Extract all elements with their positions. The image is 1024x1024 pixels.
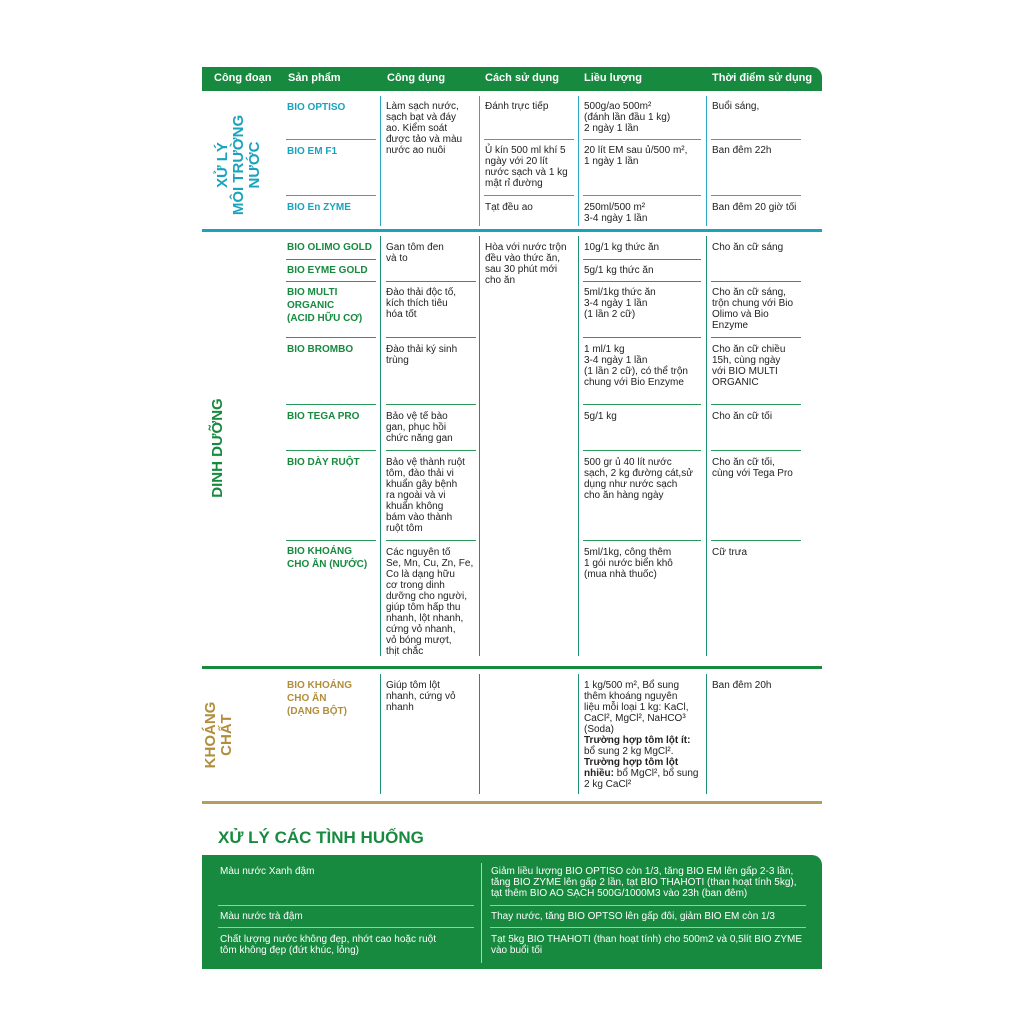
column-line: [380, 236, 381, 656]
use-bio-multi-organic: Đào thải độc tố, kích thích tiêu hóa tốt: [386, 287, 457, 320]
dose-bio-tega-pro: 5g/1 kg: [584, 411, 617, 422]
product-bio-tega-pro: BIO TEGA PRO: [287, 411, 360, 422]
row-line: [711, 281, 801, 282]
row-line: [583, 195, 701, 196]
dose-bio-olimo-gold: 10g/1 kg thức ăn: [584, 242, 660, 253]
row-line: [286, 337, 376, 338]
column-line: [479, 96, 480, 226]
column-line: [578, 674, 579, 794]
time-bio-en-zyme: Ban đêm 20 giờ tối: [712, 202, 797, 213]
row-line: [583, 281, 701, 282]
row-line: [484, 195, 574, 196]
product-bio-em-f1: BIO EM F1: [287, 146, 338, 157]
product-bio-olimo-gold: BIO OLIMO GOLD: [287, 242, 372, 253]
problem-xanh-dam: Màu nước Xanh đậm: [220, 866, 315, 877]
time-bio-multi-organic: Cho ăn cữ sáng, trộn chung với Bio Olimo và Bio Enzyme: [712, 287, 794, 331]
problem-tra-dam: Màu nước trà đậm: [220, 911, 303, 922]
method-bio-em-f1: Ủ kín 500 ml khí 5 ngày với 20 lít nước sạch và 1 kg mật rỉ đường: [485, 145, 568, 189]
dose-bio-brombo: 1 ml/1 kg 3-4 ngày 1 lần (1 lần 2 cữ), có thể trộn chung với Bio Enzyme: [584, 344, 688, 388]
row-line: [711, 337, 801, 338]
time-bio-khoang-nuoc: Cữ trưa: [712, 547, 748, 558]
dose-bio-multi-organic: 5ml/1kg thức ăn 3-4 ngày 1 lần (1 lần 2 cữ): [584, 287, 656, 320]
section-divider-green: [202, 666, 822, 669]
product-bio-en-zyme: BIO En ZYME: [287, 202, 351, 213]
section-divider-teal: [202, 229, 822, 232]
use-bio-day-ruot: Bảo vệ thành ruột tôm, đào thải vi khuẩn gây bệnh ra ngoài và vi khuẩn không bám vào thành ruột tôm: [386, 457, 465, 534]
problem-chat-luong: Chất lượng nước không đẹp, nhớt cao hoặc ruột tôm không đẹp (đứt khúc, lỏng): [220, 934, 436, 956]
column-line: [479, 674, 480, 794]
time-bio-day-ruot: Cho ăn cữ tối, cùng với Tega Pro: [712, 457, 793, 479]
use-bio-brombo: Đào thải ký sinh trùng: [386, 344, 458, 366]
dose-bio-optiso: 500g/ao 500m² (đánh lần đầu 1 kg) 2 ngày 1 lần: [584, 101, 671, 134]
table-header: [202, 67, 822, 91]
dose-bio-khoang-nuoc: 5ml/1kg, công thêm 1 gói nước biển khô (mua nhà thuốc): [584, 547, 673, 580]
solution-xanh-dam: Giảm liều lượng BIO OPTISO còn 1/3, tăng BIO EM lên gấp 2-3 lần, tăng BIO ZYME lên gấp 2 lần, tạt BIO THAHOTI (than hoạt tính 5kg), tạt thêm BIO AO SẠCH 500G/1000M3 vào 23h (ban đêm): [491, 866, 797, 899]
row-line: [583, 404, 701, 405]
column-line: [481, 863, 482, 963]
header-cach-su-dung: Cách sử dụng: [485, 72, 559, 84]
row-line: [286, 450, 376, 451]
header-san-pham: Sản phẩm: [288, 72, 341, 84]
use-bio-olimo-gold: Gan tôm đen và to: [386, 242, 444, 264]
row-line: [583, 337, 701, 338]
row-line: [218, 905, 474, 906]
row-line: [386, 337, 476, 338]
row-line: [286, 540, 376, 541]
row-line: [386, 540, 476, 541]
dose-bio-en-zyme: 250ml/500 m² 3-4 ngày 1 lần: [584, 202, 648, 224]
time-bio-brombo: Cho ăn cữ chiều 15h, cùng ngày với BIO MULTI ORGANIC: [712, 344, 786, 388]
product-bio-optiso: BIO OPTISO: [287, 102, 346, 113]
row-line: [711, 139, 801, 140]
row-line: [484, 139, 574, 140]
section-label-dinh-duong: DINH DƯỠNG: [209, 398, 226, 498]
product-bio-khoang-bot: BIO KHOÁNG CHO ĂN (DẠNG BỘT): [287, 680, 352, 717]
section-divider-gold: [202, 801, 822, 804]
header-cong-doan: Công đoạn: [214, 72, 272, 84]
solution-tra-dam: Thay nước, tăng BIO OPTSO lên gấp đôi, giảm BIO EM còn 1/3: [491, 911, 775, 922]
row-line: [583, 540, 701, 541]
row-line: [583, 259, 701, 260]
column-line: [578, 96, 579, 226]
product-bio-multi-organic: BIO MULTI ORGANIC (ACID HỮU CƠ): [287, 287, 363, 324]
situations-title: XỬ LÝ CÁC TÌNH HUỐNG: [218, 828, 424, 847]
section-label-moi-truong: XỬ LÝ MÔI TRƯỜNG NƯỚC: [214, 114, 263, 216]
column-line: [706, 674, 707, 794]
dose-bio-khoang-bot: 1 kg/500 m², Bổ sung thêm khoáng nguyên liệu mỗi loại 1 kg: KaCl, CaCl², MgCl², NaHCO³ (Soda) Trường hợp tôm lột ít: bổ sung 2 kg MgCl². Trường hợp tôm lột nhiều: bổ MgCl², bổ sung 2 kg CaCl²: [584, 680, 699, 790]
row-line: [583, 139, 701, 140]
time-bio-khoang-bot: Ban đêm 20h: [712, 680, 772, 691]
row-line: [218, 927, 474, 928]
product-bio-day-ruot: BIO DÀY RUỘT: [287, 457, 360, 468]
row-line: [490, 905, 806, 906]
row-line: [386, 450, 476, 451]
header-cong-dung: Công dụng: [387, 72, 446, 84]
use-bio-khoang-nuoc: Các nguyên tố Se, Mn, Cu, Zn, Fe, Co là dạng hữu cơ trong dinh dưỡng cho người, giúp tôm hấp thu nhanh, lột nhanh, cứng vỏ nhanh, vỏ bóng mượt, thịt chắc: [386, 547, 474, 657]
row-line: [583, 450, 701, 451]
column-line: [479, 236, 480, 656]
solution-chat-luong: Tạt 5kg BIO THAHOTI (than hoạt tính) cho 500m2 và 0,5lít BIO ZYME vào buổi tối: [491, 934, 803, 956]
row-line: [711, 195, 801, 196]
section-label-khoang-chat: KHOÁNG CHẤT: [202, 701, 235, 769]
row-line: [490, 927, 806, 928]
product-bio-khoang-nuoc: BIO KHOÁNG CHO ĂN (NƯỚC): [287, 546, 368, 570]
method-bio-en-zyme: Tạt đều ao: [485, 202, 533, 213]
row-line: [286, 281, 376, 282]
row-line: [286, 259, 376, 260]
method-bio-olimo-gold: Hòa với nước trộn đều vào thức ăn, sau 30 phút mới cho ăn: [485, 242, 567, 286]
method-bio-optiso: Đánh trực tiếp: [485, 101, 549, 112]
time-bio-tega-pro: Cho ăn cữ tối: [712, 411, 773, 422]
time-bio-olimo-gold: Cho ăn cữ sáng: [712, 242, 784, 253]
product-bio-eyme-gold: BIO EYME GOLD: [287, 265, 368, 276]
column-line: [706, 236, 707, 656]
row-line: [286, 404, 376, 405]
time-bio-optiso: Buổi sáng,: [712, 101, 760, 112]
header-lieu-luong: Liều lượng: [584, 72, 642, 84]
dose-bio-day-ruot: 500 gr ủ 40 lít nước sạch, 2 kg đường cát,sử dụng như nước sạch cho ăn hàng ngày: [584, 457, 693, 501]
column-line: [706, 96, 707, 226]
row-line: [711, 540, 801, 541]
column-line: [578, 236, 579, 656]
column-line: [380, 96, 381, 226]
dose-bio-em-f1: 20 lít EM sau ủ/500 m², 1 ngày 1 lần: [584, 145, 688, 167]
header-thoi-diem: Thời điểm sử dụng: [712, 72, 813, 84]
dose-bio-eyme-gold: 5g/1 kg thức ăn: [584, 265, 654, 276]
time-bio-em-f1: Ban đêm 22h: [712, 145, 772, 156]
row-line: [286, 139, 376, 140]
row-line: [386, 404, 476, 405]
situations-box: [202, 855, 822, 969]
use-bio-tega-pro: Bảo vệ tế bào gan, phục hồi chức năng gan: [386, 411, 453, 444]
row-line: [386, 281, 476, 282]
use-bio-khoang-bot: Giúp tôm lột nhanh, cứng vỏ nhanh: [386, 680, 456, 713]
row-line: [711, 404, 801, 405]
row-line: [711, 450, 801, 451]
row-line: [286, 195, 376, 196]
use-bio-optiso: Làm sạch nước, sạch bạt và đáy ao. Kiểm soát được tảo và màu nước ao nuôi: [386, 101, 463, 156]
product-bio-brombo: BIO BROMBO: [287, 344, 354, 355]
column-line: [380, 674, 381, 794]
